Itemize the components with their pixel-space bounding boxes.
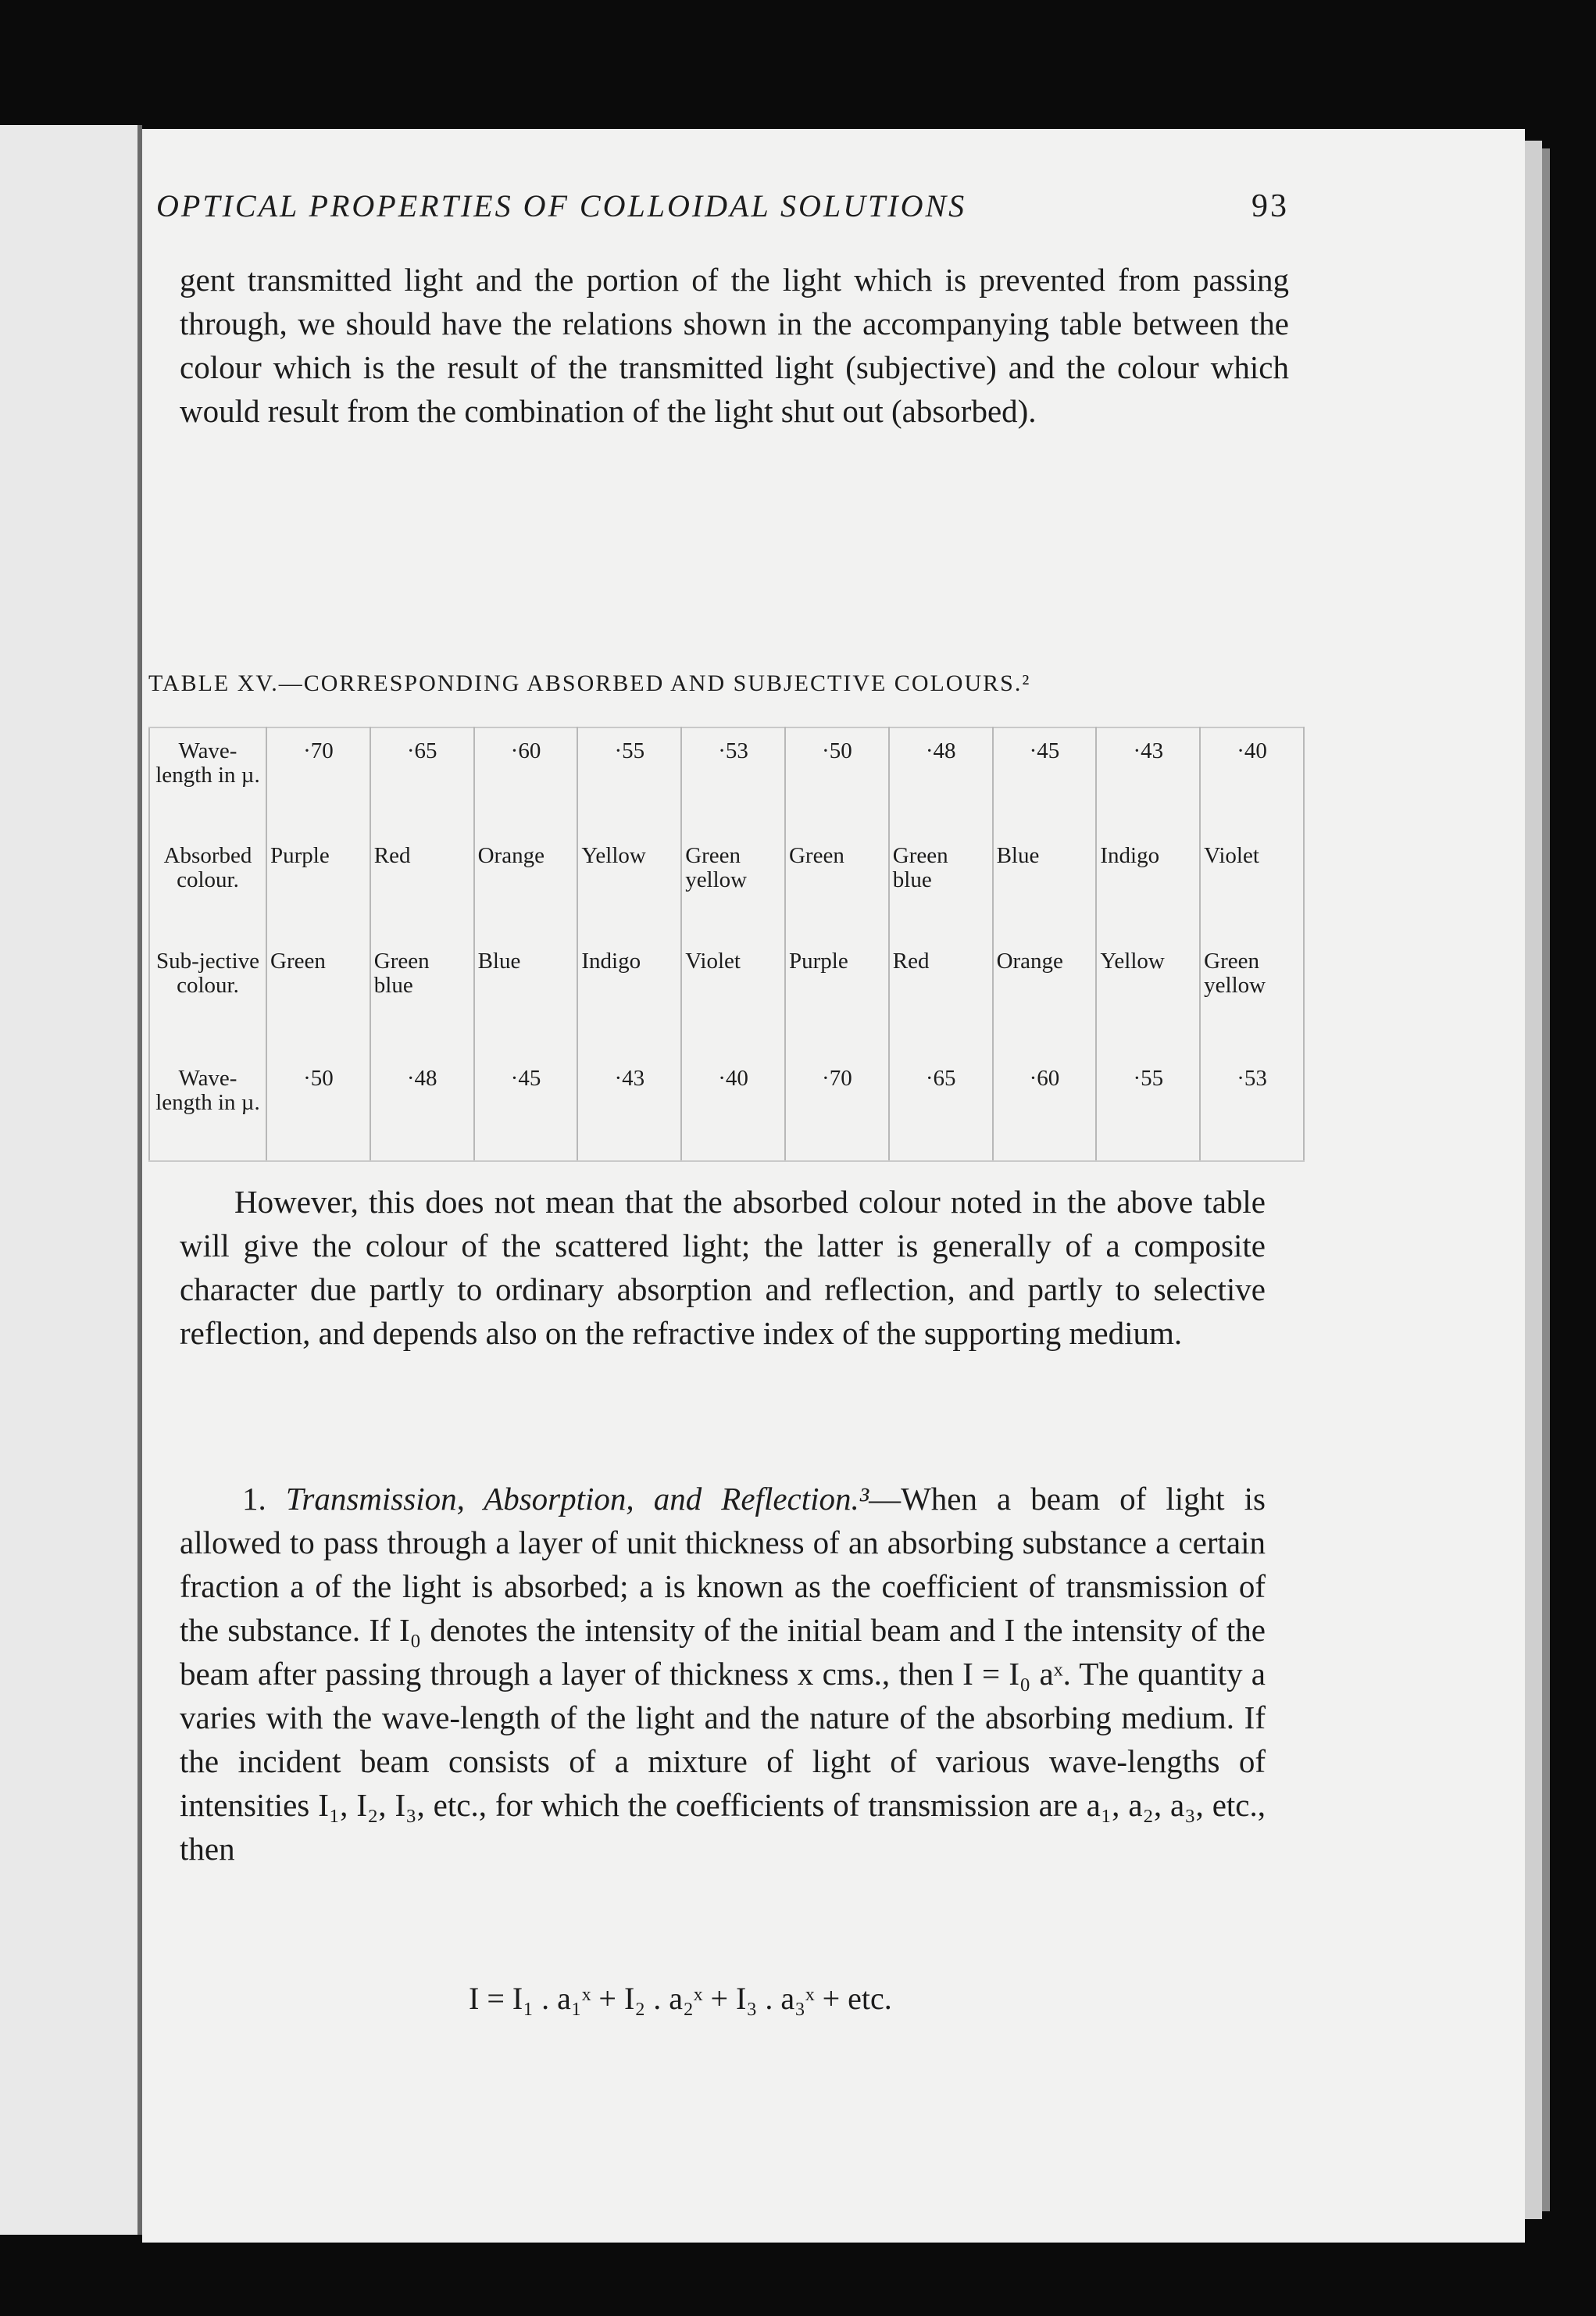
table-cell: Blue — [474, 938, 578, 1056]
table-cell: ·50 — [785, 727, 889, 833]
table-cell: ·40 — [681, 1056, 785, 1161]
paragraph-1: gent transmitted light and the portion of the light which is prevented from passing through, we should have the relations shown in the accompanying table between the colour which is the result of the transmitted light (subjective) and the colour which would result from the combination of the light shut out (absorbed). — [180, 262, 1289, 429]
paragraph-3 — [180, 1477, 1266, 1871]
table-cell: ·60 — [474, 727, 578, 833]
table-cell: Purple — [785, 938, 889, 1056]
section-text: —When a beam of light is allowed to pass through a layer of unit thickness of an absorbing substance a certain fraction a of the light is absorbed; a is known as the coefficient of transmission of the substance. If I₀ denotes the intensity of the initial beam and I the intensity of the beam after passing through a layer of thickness x cms., then I = I₀ aˣ. The quantity a varies with the wave-length of the light and the nature of the absorbing medium. If the incident beam consists of a mixture of light of various wave-lengths of intensities I₁, I₂, I₃, etc., for which the coefficients of transmission are a₁, a₂, a₃, etc., then — [180, 1481, 1266, 1867]
table-cell: Green — [785, 833, 889, 938]
table-cell: Green blue — [370, 938, 474, 1056]
formula: I = I₁ . a₁ˣ + I₂ . a₂ˣ + I₃ . a₃ˣ + etc. — [469, 1981, 892, 2016]
table-cell: ·45 — [993, 727, 1097, 833]
table-cell: ·60 — [993, 1056, 1097, 1161]
table-cell: ·45 — [474, 1056, 578, 1161]
row-header: Absorbed colour. — [149, 833, 266, 938]
table-row — [149, 833, 1304, 938]
row-header: Wave-length in µ. — [149, 727, 266, 833]
row-header: Wave-length in µ. — [149, 1056, 266, 1161]
table-cell: ·48 — [370, 1056, 474, 1161]
table-cell: ·70 — [785, 1056, 889, 1161]
table-cell: ·48 — [889, 727, 993, 833]
running-head-title: OPTICAL PROPERTIES OF COLLOIDAL SOLUTIONS — [156, 188, 967, 223]
table-cell: ·53 — [681, 727, 785, 833]
table-cell: Violet — [1200, 833, 1304, 938]
table-row — [149, 938, 1304, 1056]
table-cell: Purple — [266, 833, 370, 938]
paragraph-2: However, this does not mean that the absorbed colour noted in the above table will give the colour of the scattered light; the latter is generally of a composite character due partly to ordinary absorption and reflection, and partly to selective reflection, and depends also on the refractive index of the supporting medium. — [180, 1184, 1266, 1351]
table-cell: Indigo — [1096, 833, 1200, 938]
table-cell: ·70 — [266, 727, 370, 833]
table-cell: ·50 — [266, 1056, 370, 1161]
table-cell: ·43 — [1096, 727, 1200, 833]
table-cell: ·55 — [1096, 1056, 1200, 1161]
section-title: Transmission, Absorption, and Reflection.³ — [285, 1481, 869, 1517]
table-cell: Red — [370, 833, 474, 938]
page-edge-shadow — [1542, 148, 1550, 2211]
table-cell: Green — [266, 938, 370, 1056]
table-cell: Orange — [474, 833, 578, 938]
page-number: 93 — [1251, 188, 1289, 224]
table-cell: Indigo — [577, 938, 681, 1056]
table-cell: Blue — [993, 833, 1097, 938]
table-cell: ·65 — [370, 727, 474, 833]
table-caption: TABLE XV.—CORRESPONDING ABSORBED AND SUBJECTIVE COLOURS.² — [148, 670, 1031, 696]
colour-table — [148, 727, 1305, 1162]
table-cell: Yellow — [1096, 938, 1200, 1056]
table-row — [149, 1056, 1304, 1161]
table-row — [149, 727, 1304, 833]
row-header: Sub-jective colour. — [149, 938, 266, 1056]
table-cell: Green yellow — [681, 833, 785, 938]
table-cell: Orange — [993, 938, 1097, 1056]
table-cell: Violet — [681, 938, 785, 1056]
table-cell: ·43 — [577, 1056, 681, 1161]
table-cell: ·55 — [577, 727, 681, 833]
table-cell: ·65 — [889, 1056, 993, 1161]
table-cell: ·53 — [1200, 1056, 1304, 1161]
table-cell: Yellow — [577, 833, 681, 938]
table-cell: ·40 — [1200, 727, 1304, 833]
page-edge — [1525, 141, 1542, 2219]
table-cell: Green yellow — [1200, 938, 1304, 1056]
facing-page-edge — [0, 125, 141, 2235]
table-cell: Green blue — [889, 833, 993, 938]
running-head — [156, 188, 1289, 234]
table-cell: Red — [889, 938, 993, 1056]
section-number: 1. — [242, 1481, 266, 1517]
